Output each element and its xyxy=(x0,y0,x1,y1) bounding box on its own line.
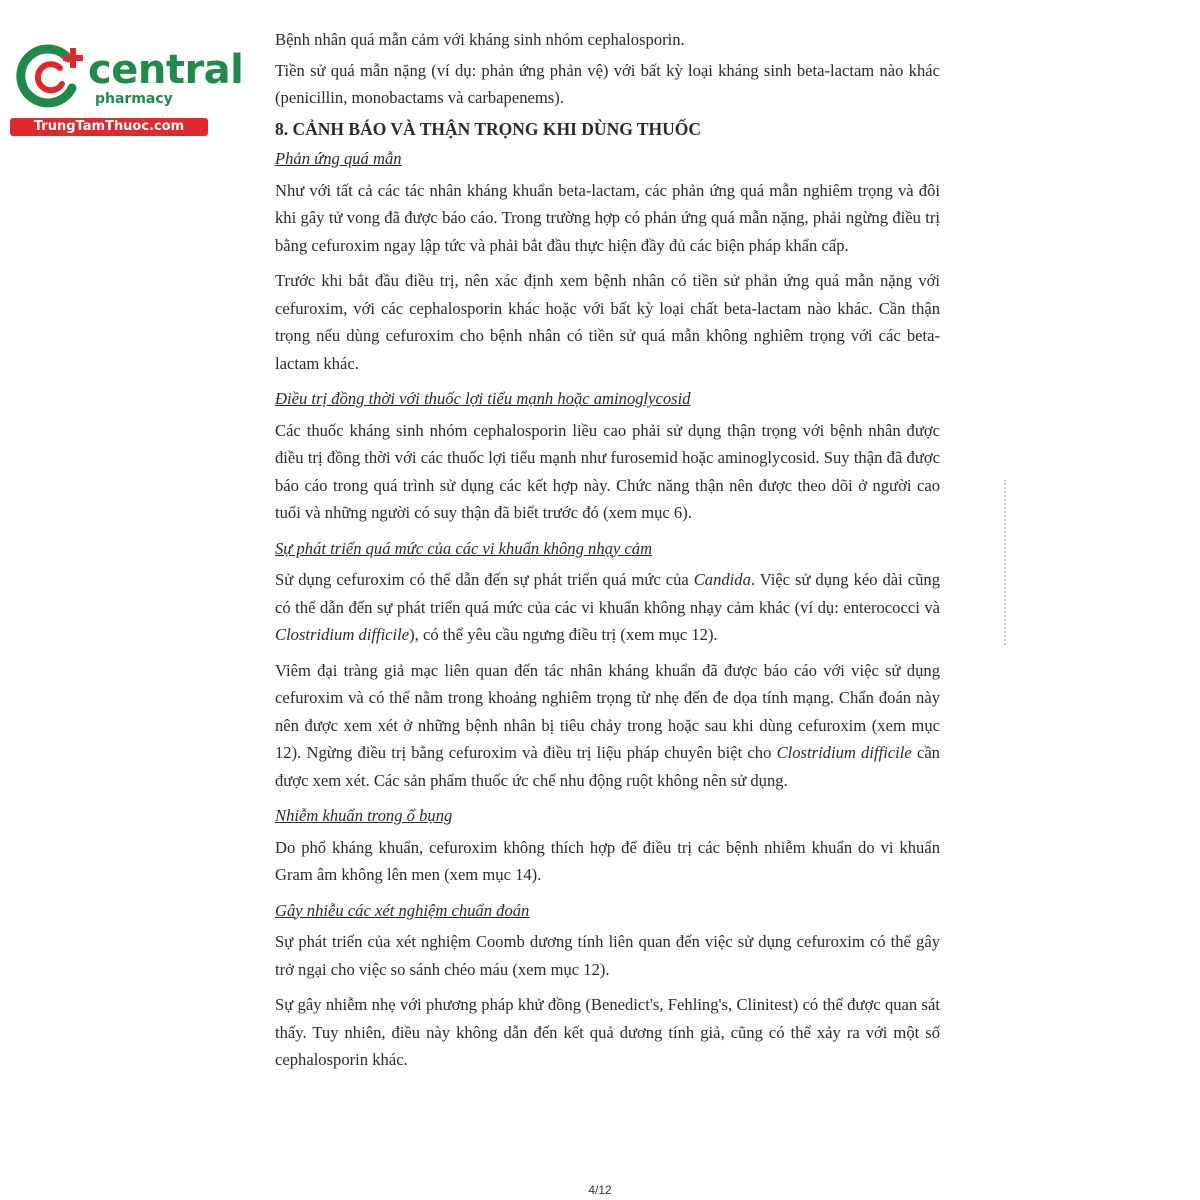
scan-margin-mark xyxy=(1004,480,1008,645)
section-heading: 8. CẢNH BÁO VÀ THẬN TRỌNG KHI DÙNG THUỐC xyxy=(275,118,702,139)
text-segment: Sử dụng cefuroxim có thể dẫn đến sự phát triển quá mức của xyxy=(275,570,694,589)
diagnostic-paragraph-2: Sự gây nhiễm nhẹ với phương pháp khử đồng (Benedict's, Fehling's, Clinitest) có thể được quan sát thấy. Tuy nhiên, điều này không dẫn đến kết quả dương tính giả, cũng có thể xảy ra với một số cephalosporin khác. xyxy=(275,995,940,1069)
page-number: 4/12 xyxy=(588,1183,612,1197)
concurrent-treatment-paragraph: Các thuốc kháng sinh nhóm cephalosporin liều cao phải sử dụng thận trọng với bệnh nhân được điều trị đồng thời với các thuốc lợi tiểu mạnh như furosemid hoặc aminoglycosid. Suy thận đã được báo cáo trong quá trình sử dụng các kết hợp này. Chức năng thận nên được theo dõi ở người cao tuổi và những người có suy thận đã biết trước đó (xem mục 6). xyxy=(275,420,940,522)
diagnostic-paragraph-1: Sự phát triển của xét nghiệm Coomb dương tính liên quan đến việc sử dụng cefuroxim có thể gây trở ngại cho việc so sánh chéo máu (xem mục 12). xyxy=(275,932,940,979)
pharmacy-logo-icon xyxy=(10,38,92,120)
text-segment: cần được xem xét. Các sản phẩm thuốc ức chế nhu động ruột không nên sử dụng. xyxy=(275,743,940,790)
subsection-title-concurrent-treatment: Điều trị đồng thời với thuốc lợi tiểu mạnh hoặc aminoglycosid xyxy=(275,389,691,408)
text-segment: ), có thể yêu cầu ngưng điều trị (xem mục 12). xyxy=(409,625,718,644)
hypersensitivity-paragraph-1: Như với tất cả các tác nhân kháng khuẩn beta-lactam, các phản ứng quá mẫn nghiêm trọng và đôi khi gây tử vong đã được báo cáo. Trong trường hợp có phản ứng quá mẫn nặng, phải ngừng điều trị bằng cefuroxim ngay lập tức và phải bắt đầu thực hiện đầy đủ các biện pháp khẩn cấp. xyxy=(275,180,940,255)
italic-term: Candida xyxy=(693,570,751,589)
logo-brand-name: central xyxy=(88,47,244,93)
overgrowth-paragraph-1 xyxy=(275,566,940,649)
overgrowth-paragraph-2 xyxy=(275,657,940,795)
logo-site-banner: TrungTamThuoc.com xyxy=(10,118,208,136)
intro-paragraph-1: Bệnh nhân quá mẫn cảm với kháng sinh nhóm cephalosporin. xyxy=(275,30,685,49)
text-segment: Viêm đại tràng giả mạc liên quan đến tác nhân kháng khuẩn đã được báo cáo với việc sử dụng cefuroxim và có thể nằm trong khoảng nghiêm trọng từ nhẹ đến đe dọa tính mạng. Chẩn đoán này nên được xem xét ở những bệnh nhân bị tiêu chảy trong hoặc sau khi dùng cefuroxim (xem mục 12). Ngừng điều trị bằng cefuroxim và điều trị liệu pháp chuyên biệt cho xyxy=(275,660,940,762)
italic-term: Clostridium difficile xyxy=(776,743,912,762)
subsection-title-hypersensitivity: Phản ứng quá mẫn xyxy=(275,149,402,168)
document-body xyxy=(275,26,940,1082)
subsection-title-diagnostic-interference: Gây nhiễu các xét nghiệm chuẩn đoán xyxy=(275,900,530,920)
text-segment: . Việc sử dụng kéo dài cũng có thể dẫn đến sự phát triển quá mức của các vi khuẩn không nhạy cảm khác (ví dụ: enterococci và xyxy=(275,570,940,617)
subsection-title-overgrowth: Sự phát triển quá mức của các vi khuẩn không nhạy cảm xyxy=(275,538,653,558)
italic-term: Clostridium difficile xyxy=(275,625,410,644)
subsection-title-intra-abdominal: Nhiễm khuẩn trong ổ bụng xyxy=(275,806,453,825)
intra-abdominal-paragraph: Do phổ kháng khuẩn, cefuroxim không thích hợp để điều trị các bệnh nhiễm khuẩn do vi khuẩn Gram âm không lên men (xem mục 14). xyxy=(275,837,940,884)
pharmacy-logo[interactable] xyxy=(10,38,244,138)
intro-paragraph-2: Tiền sử quá mẫn nặng (ví dụ: phản ứng phản vệ) với bất kỳ loại kháng sinh beta-lactam nào khác (penicillin, monobactams và carbapenems). xyxy=(275,60,940,107)
logo-subtitle: pharmacy xyxy=(95,91,173,107)
hypersensitivity-paragraph-2: Trước khi bắt đầu điều trị, nên xác định xem bệnh nhân có tiền sử phản ứng quá mẫn nặng với cefuroxim, với các cephalosporin khác hoặc với bất kỳ loại chất beta-lactam nào khác. Cần thận trọng nếu dùng cefuroxim cho bệnh nhân có tiền sử quá mẫn không nghiêm trọng với các beta-lactam khác. xyxy=(275,271,940,373)
